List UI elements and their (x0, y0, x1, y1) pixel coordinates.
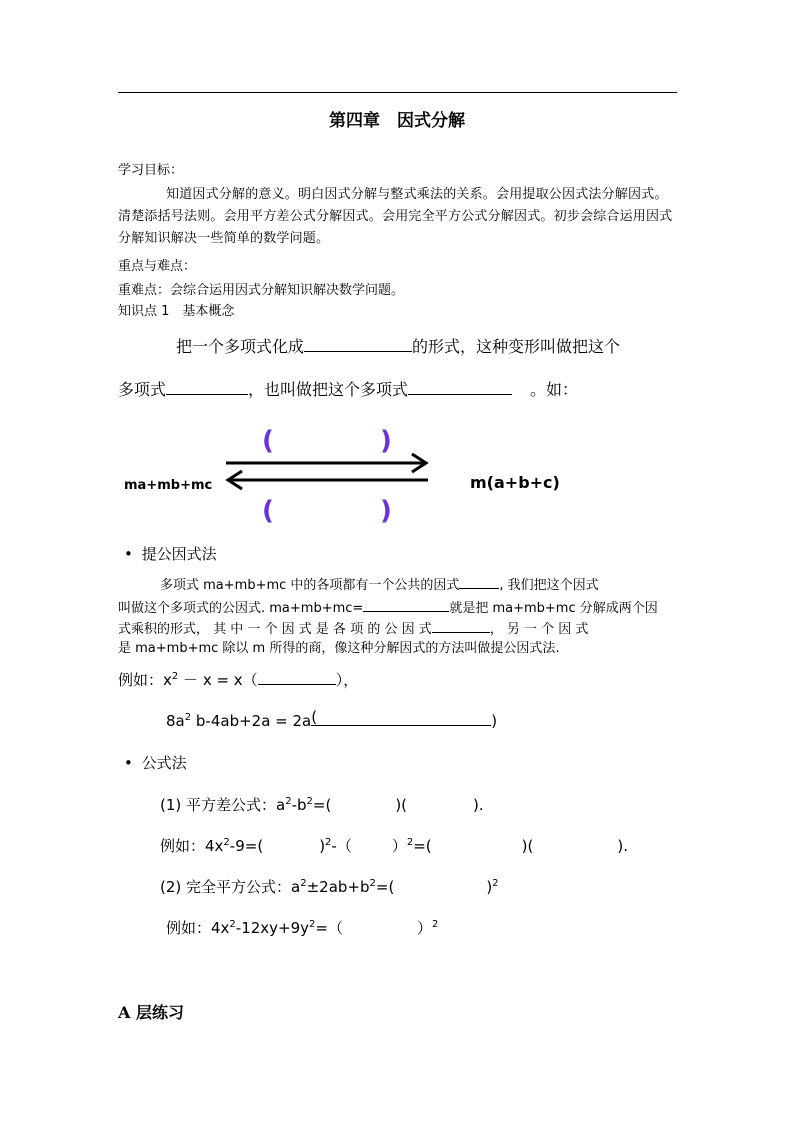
chapter-title: 第四章 因式分解 (329, 111, 465, 131)
expr: b-4ab+2a = 2a (191, 712, 312, 730)
superscript: 2 (300, 878, 307, 889)
blank-line[interactable] (166, 379, 248, 395)
example-1 (118, 669, 358, 690)
example-label: 例如： (118, 671, 164, 689)
paren-open-top: ( (262, 426, 274, 456)
method-1-line-4: 是 ma+mb+mc 除以 m 所得的商，像这种分解因式的方法叫做提公因式法. (118, 641, 560, 656)
method-1-text: 式乘积的形式， 其 中 一 个 因 式 是 各 项 的 公 因 式 (118, 622, 432, 637)
expr: -9=( (229, 837, 264, 855)
expr: (2) 完全平方公式：a (160, 878, 301, 896)
difficulty-text: 重难点：会综合运用因式分解知识解决数学问题。 (118, 283, 405, 298)
bullet-method-1 (124, 543, 217, 564)
example-2 (166, 710, 497, 730)
expr: )( (521, 837, 534, 855)
expr: ±2ab+b (306, 878, 370, 896)
expr: ) (486, 878, 493, 896)
method-1-heading: 提公因式法 (141, 545, 217, 563)
method-1-text: ， 另 一 个 因 式 (489, 622, 589, 637)
superscript: 2 (369, 878, 376, 889)
superscript: 2 (406, 837, 414, 848)
key-heading: 重点与难点： (118, 259, 197, 274)
blank-line[interactable]: ( (311, 710, 491, 726)
header-rule (118, 92, 677, 93)
concept-text: 把一个多项式化成 (176, 337, 305, 356)
superscript: 2 (285, 796, 292, 807)
example-4 (166, 917, 438, 938)
expr: ). (617, 837, 628, 855)
concept-line-1 (176, 334, 620, 357)
superscript: 2 (171, 671, 179, 682)
superscript: 2 (432, 919, 439, 930)
expr: (1) 平方差公式：a (160, 796, 286, 814)
blank-line[interactable] (304, 336, 412, 352)
expr: -（ (331, 837, 352, 855)
expr: ). (473, 796, 484, 814)
expr: =( (312, 796, 332, 814)
blank-line[interactable] (258, 669, 336, 685)
expr: =（ (315, 919, 343, 937)
expr: -12xy+9y (235, 919, 310, 937)
concept-text: 。如： (530, 380, 579, 399)
expr: 8a (166, 712, 185, 730)
concept-text: 多项式 (118, 380, 167, 399)
blank-line[interactable] (459, 573, 499, 589)
expr: 例如：4x (160, 837, 224, 855)
superscript: 2 (229, 919, 236, 930)
knowledge-point-heading: 知识点 1 基本概念 (118, 304, 235, 319)
diagram-right-expression: m(a+b+c) (470, 473, 560, 492)
superscript: 2 (306, 796, 313, 807)
superscript: 2 (223, 837, 230, 848)
concept-line-2 (118, 377, 578, 400)
expr: -b (291, 796, 307, 814)
expr: ） (417, 919, 433, 937)
method-1-line-1 (160, 573, 599, 597)
expr: ) (319, 837, 326, 855)
expr: ） (391, 837, 407, 855)
expr: 例如：4x (166, 919, 230, 937)
expr: ）， (335, 671, 359, 689)
bullet-icon: • (124, 545, 133, 563)
formula-difference-of-squares (160, 794, 484, 815)
blank-line[interactable] (432, 617, 490, 633)
expr: x (163, 671, 172, 689)
diagram-left-expression: ma+mb+mc (124, 478, 213, 493)
example-3 (160, 835, 628, 856)
paren-open-bottom: ( (262, 496, 274, 526)
practice-heading: A 层练习 (118, 1003, 184, 1022)
expr: )( (395, 796, 408, 814)
superscript: 2 (325, 837, 332, 848)
concept-text: ，也叫做把这个多项式 (248, 380, 409, 399)
method-1-text: 就是把 ma+mb+mc 分解成两个因 (449, 601, 658, 616)
superscript: 2 (309, 919, 316, 930)
expr: =( (413, 837, 432, 855)
method-1-text: 叫做这个多项式的公因式. ma+mb+mc= (118, 601, 364, 616)
formula-perfect-square (160, 876, 499, 897)
method-1-text: 多项式 ma+mb+mc 中的各项都有一个公共的因式 (160, 578, 460, 593)
paren-close-top: ) (380, 426, 392, 456)
bullet-method-2 (124, 752, 187, 773)
bullet-icon: • (124, 754, 133, 772)
blank-line[interactable] (408, 379, 512, 395)
double-arrow-diagram (220, 450, 434, 490)
blank-line[interactable] (363, 596, 449, 612)
goal-heading: 学习目标： (118, 163, 184, 178)
superscript: 2 (184, 712, 192, 723)
method-2-heading: 公式法 (141, 754, 187, 772)
expr: － x = x（ (178, 671, 258, 689)
method-1-text: , 我们把这个因式 (499, 578, 599, 593)
paren-close-bottom: ) (380, 496, 392, 526)
concept-text: 的形式，这种变形叫做把这个 (412, 337, 621, 356)
goal-text: 知道因式分解的意义。明白因式分解与整式乘法的关系。会用提取公因式法分解因式。清楚添括号法则。会用平方差公式分解因式。会用完全平方公式分解因式。初步会综合运用因式分解知识解决一些简单的数学问题。 (118, 187, 673, 246)
expr: ) (491, 712, 498, 730)
expr: =( (375, 878, 395, 896)
superscript: 2 (492, 878, 499, 889)
